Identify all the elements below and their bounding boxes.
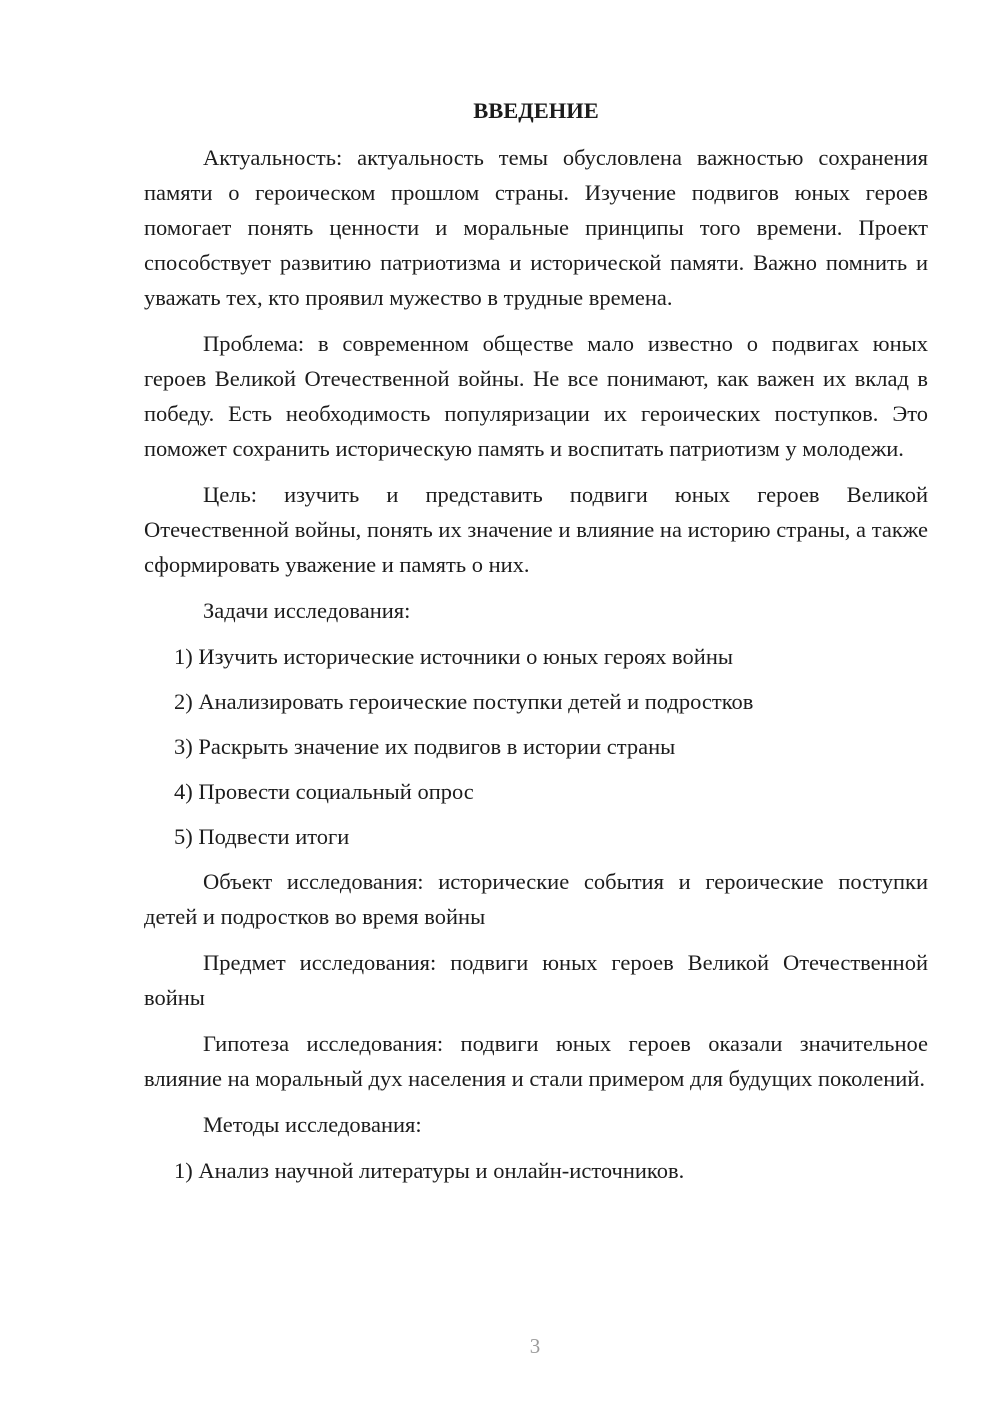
relevance-paragraph: Актуальность: актуальность темы обусловлена важностью сохранения памяти о героическом прошлом страны. Изучение подвигов юных героев помогает понять ценности и моральные принципы того времени. Проект способствует развитию патриотизма и исторической памяти. Важно помнить и уважать тех, кто проявил мужество в трудные времена.	[144, 145, 928, 310]
page-number: 3	[529, 1334, 541, 1358]
task-item: 3) Раскрыть значение их подвигов в истории страны	[174, 734, 676, 759]
problem-paragraph: Проблема: в современном обществе мало известно о подвигах юных героев Великой Отечественной войны. Не все понимают, как важен их вклад в победу. Есть необходимость популяризации их героических поступков. Это поможет сохранить историческую память и воспитать патриотизм у молодежи.	[144, 331, 928, 461]
task-item: 5) Подвести итоги	[174, 824, 350, 849]
object-paragraph: Объект исследования: исторические события и героические поступки детей и подростков во время войны	[144, 869, 928, 929]
subject-paragraph: Предмет исследования: подвиги юных героев Великой Отечественной войны	[144, 950, 928, 1010]
task-item: 2) Анализировать героические поступки детей и подростков	[174, 689, 754, 714]
goal-paragraph: Цель: изучить и представить подвиги юных героев Великой Отечественной войны, понять их значение и влияние на историю страны, а также сформировать уважение и память о них.	[144, 482, 928, 577]
task-item: 4) Провести социальный опрос	[174, 779, 474, 804]
methods-heading: Методы исследования:	[203, 1112, 422, 1137]
tasks-heading: Задачи исследования:	[203, 598, 411, 623]
section-title: ВВЕДЕНИЕ	[473, 98, 599, 123]
method-item: 1) Анализ научной литературы и онлайн-источников.	[174, 1158, 685, 1183]
task-item: 1) Изучить исторические источники о юных героях войны	[174, 644, 733, 669]
hypothesis-paragraph: Гипотеза исследования: подвиги юных героев оказали значительное влияние на моральный дух населения и стали примером для будущих поколений.	[144, 1031, 928, 1091]
document-page	[144, 92, 928, 1198]
